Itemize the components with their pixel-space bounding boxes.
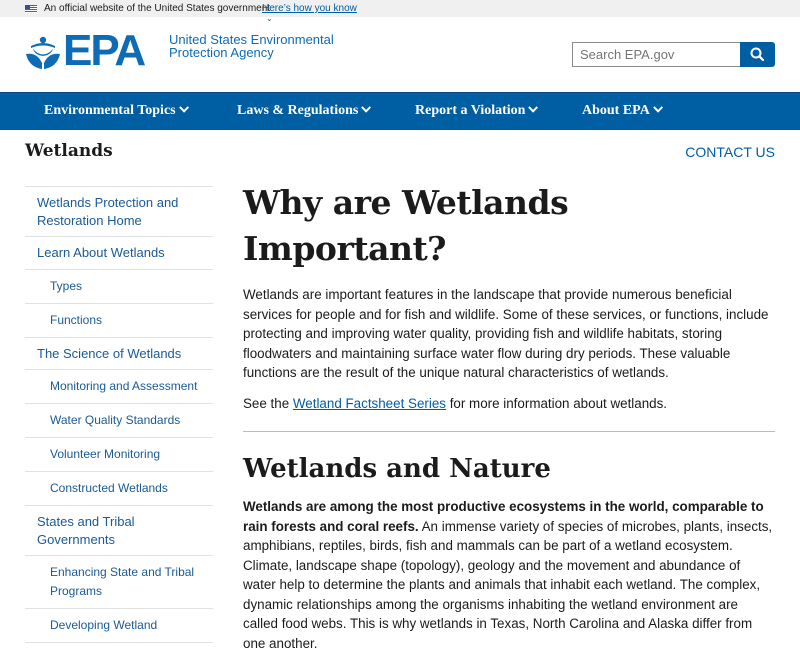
see-suffix: for more information about wetlands. <box>445 395 668 411</box>
chevron-down-icon <box>653 103 663 113</box>
sidebar-item[interactable]: Learn About Wetlands <box>25 237 213 270</box>
epa-seal-icon <box>25 36 61 70</box>
sidebar-item[interactable]: Wetlands Protection and Restoration Home <box>25 187 213 237</box>
us-flag-icon <box>25 5 37 13</box>
nav-laws-regulations[interactable] <box>237 103 371 119</box>
search-form <box>572 42 775 67</box>
agency-name: United States Environmental Protection Agency <box>169 32 334 60</box>
intro-paragraph: Wetlands are important features in the landscape that provide numerous beneficial services for people and for fish and wildlife. Some of these services, or functions, include protecting and improving water quality, providing fish and wildlife habitats, storing floodwaters and maintaining surface water flow during dry periods. These valuable functions are the result of the unique natural characteristics of wetlands. <box>243 287 769 380</box>
nav-item-label: Report a Violation <box>415 103 526 118</box>
sidebar-item[interactable]: Enhancing State and Tribal Programs <box>25 556 213 609</box>
sidebar-item[interactable]: Functions <box>25 304 213 338</box>
sidebar-item[interactable]: Developing Wetland <box>25 609 213 643</box>
nav-report-violation[interactable] <box>415 103 538 119</box>
nature-paragraph <box>243 497 775 653</box>
section-heading: Wetlands and Nature <box>243 454 551 484</box>
sidebar-item[interactable]: Monitoring and Assessment <box>25 370 213 404</box>
sidebar-item[interactable]: The Science of Wetlands <box>25 338 213 371</box>
search-input[interactable] <box>572 42 740 67</box>
nav-item-label: Environmental Topics <box>44 103 176 118</box>
main-content <box>243 180 775 653</box>
sidebar-item[interactable]: Volunteer Monitoring <box>25 438 213 472</box>
chevron-down-icon <box>361 103 371 113</box>
gov-banner-text: An official website of the United States government <box>44 3 271 14</box>
chevron-down-icon <box>529 103 539 113</box>
chevron-down-icon <box>179 103 189 113</box>
nature-body: An immense variety of species of microbes, plants, insects, amphibians, reptiles, birds, fish and mammals can be part of a wetland ecosystem. Climate, landscape shape (topology), geology and the movement and abundance of water help to determine the plants and animals that inhabit each wetland. The complex, dynamic relationships among the organisms inhabiting the wetland environment are called food webs. This is why wetlands in Texas, North Carolina and Alaska differ from one another. <box>243 518 773 651</box>
nature-lead: Wetlands are among the most productive ecosystems in the world, comparable to rain forests and coral reefs. <box>243 499 764 534</box>
sidebar-nav <box>25 186 213 632</box>
sidebar-item[interactable]: States and Tribal Governments <box>25 506 213 556</box>
nav-about-epa[interactable] <box>582 103 663 119</box>
factsheet-paragraph <box>243 394 775 414</box>
nav-item-label: Laws & Regulations <box>237 103 359 118</box>
divider <box>243 431 775 432</box>
nav-item-label: About EPA <box>582 103 650 118</box>
search-button[interactable] <box>740 42 775 67</box>
see-prefix: See the <box>243 395 293 411</box>
section-title: Wetlands <box>25 141 113 161</box>
sidebar-item[interactable]: Constructed Wetlands <box>25 472 213 506</box>
sidebar-item[interactable]: Water Quality Standards <box>25 404 213 438</box>
wetland-factsheet-link[interactable]: Wetland Factsheet Series <box>292 395 446 411</box>
search-icon <box>740 42 775 67</box>
sidebar-item[interactable]: Types <box>25 270 213 304</box>
contact-us-link[interactable]: CONTACT US <box>685 144 775 160</box>
nav-environmental-topics[interactable] <box>44 103 189 119</box>
chevron-down-icon[interactable]: ⌄ <box>266 14 273 23</box>
page-title: Why are Wetlands Important? <box>243 183 569 268</box>
main-nav <box>0 92 800 130</box>
gov-banner <box>0 0 800 23</box>
heres-how-you-know-link[interactable]: Here’s how you know <box>262 3 357 14</box>
epa-wordmark: EPA <box>63 26 145 75</box>
